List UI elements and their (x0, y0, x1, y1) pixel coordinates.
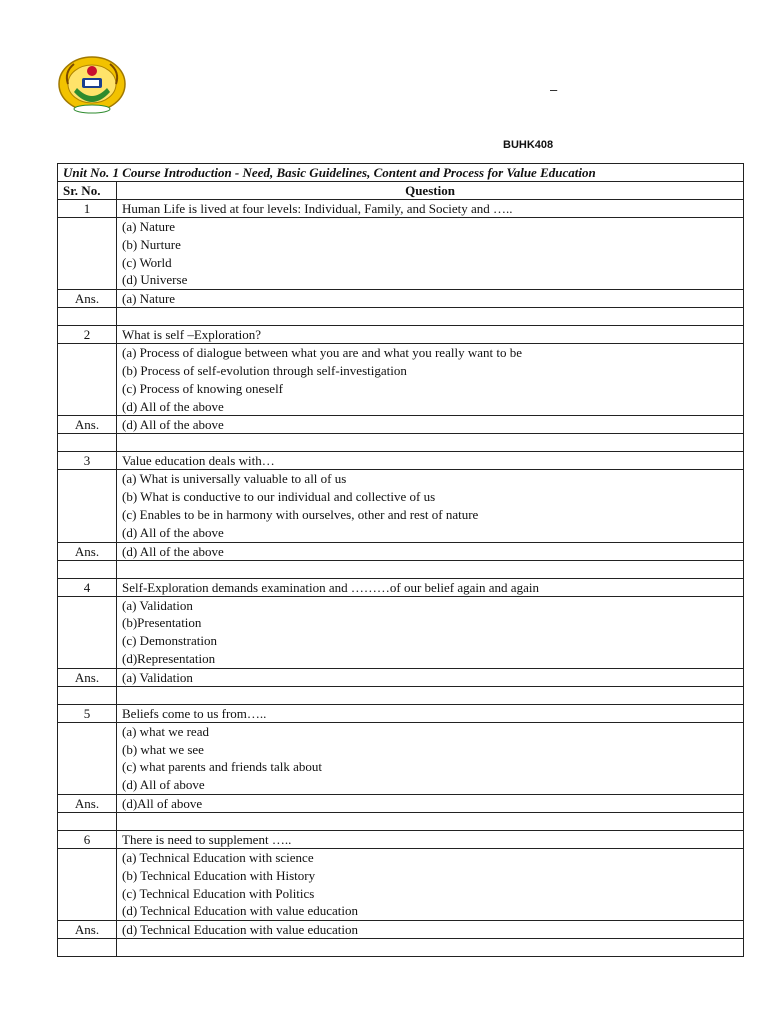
answer-text: (d) All of the above (117, 416, 744, 434)
option-d: (d) All of the above (122, 398, 224, 414)
blank-cell (117, 686, 744, 704)
option-d: (d) Technical Education with value education (122, 903, 359, 919)
option-c: (c) Technical Education with Politics (122, 885, 315, 901)
options-row (58, 344, 744, 416)
option-a: (a) Validation (122, 597, 193, 613)
option-b: (b)Presentation (122, 615, 202, 631)
question-text: What is self –Exploration? (117, 326, 744, 344)
institute-crest-logo (52, 54, 132, 116)
options-cell (117, 596, 744, 668)
answer-label: Ans. (58, 290, 117, 308)
blank-cell (58, 560, 117, 578)
option-c: (c) what parents and friends talk about (122, 759, 322, 775)
options-sr-cell (58, 722, 117, 794)
question-text: There is need to supplement ….. (117, 830, 744, 848)
blank-cell (117, 812, 744, 830)
options-sr-cell (58, 470, 117, 542)
question-row (58, 452, 744, 470)
blank-row (58, 560, 744, 578)
answer-label: Ans. (58, 668, 117, 686)
option-c: (c) Process of knowing oneself (122, 380, 284, 396)
header-dash: – (550, 82, 558, 97)
options-row (58, 218, 744, 290)
option-a: (a) What is universally valuable to all of us (122, 471, 347, 487)
blank-cell (117, 939, 744, 957)
question-number: 3 (58, 452, 117, 470)
answer-label: Ans. (58, 542, 117, 560)
option-d: (d)Representation (122, 650, 216, 666)
blank-row (58, 308, 744, 326)
question-row (58, 578, 744, 596)
blank-row (58, 939, 744, 957)
col-header-sr-no: Sr. No. (58, 182, 117, 200)
blank-row (58, 686, 744, 704)
option-a: (a) what we read (122, 723, 209, 739)
course-code: BUHK408 (503, 139, 554, 151)
options-sr-cell (58, 218, 117, 290)
blank-cell (58, 939, 117, 957)
option-c: (c) Enables to be in harmony with ourselves, other and rest of nature (122, 506, 479, 522)
question-table (57, 163, 744, 957)
answer-text: (d)All of above (117, 794, 744, 812)
blank-row (58, 812, 744, 830)
options-cell (117, 344, 744, 416)
options-row (58, 848, 744, 920)
question-row (58, 326, 744, 344)
blank-row (58, 434, 744, 452)
question-number: 5 (58, 704, 117, 722)
answer-row (58, 542, 744, 560)
option-a: (a) Technical Education with science (122, 849, 314, 865)
options-cell (117, 722, 744, 794)
blank-cell (117, 560, 744, 578)
col-header-question: Question (117, 182, 744, 200)
answer-text: (a) Validation (117, 668, 744, 686)
options-cell (117, 848, 744, 920)
blank-cell (58, 434, 117, 452)
option-d: (d) All of the above (122, 524, 224, 540)
option-d: (d) Universe (122, 272, 188, 288)
question-number: 2 (58, 326, 117, 344)
answer-row (58, 668, 744, 686)
options-sr-cell (58, 344, 117, 416)
option-a: (a) Nature (122, 219, 176, 234)
question-text: Beliefs come to us from….. (117, 704, 744, 722)
option-b: (b) what we see (122, 741, 204, 757)
option-b: (b) What is conductive to our individual and collective of us (122, 489, 436, 505)
option-c: (c) World (122, 254, 172, 270)
option-b: (b) Process of self-evolution through self-investigation (122, 362, 407, 378)
options-sr-cell (58, 848, 117, 920)
header-row (58, 182, 744, 200)
options-sr-cell (58, 596, 117, 668)
answer-text: (d) All of the above (117, 542, 744, 560)
answer-label: Ans. (58, 921, 117, 939)
answer-label: Ans. (58, 794, 117, 812)
answer-row (58, 794, 744, 812)
option-b: (b) Nurture (122, 236, 181, 252)
blank-cell (58, 308, 117, 326)
question-row (58, 704, 744, 722)
option-c: (c) Demonstration (122, 633, 217, 649)
question-number: 6 (58, 830, 117, 848)
blank-cell (117, 308, 744, 326)
question-text: Human Life is lived at four levels: Individual, Family, and Society and ….. (117, 200, 744, 218)
blank-cell (58, 686, 117, 704)
options-cell (117, 470, 744, 542)
answer-text: (a) Nature (117, 290, 744, 308)
answer-text: (d) Technical Education with value education (117, 921, 744, 939)
options-cell (117, 218, 744, 290)
options-row (58, 470, 744, 542)
answer-row (58, 290, 744, 308)
unit-title-row (58, 164, 744, 182)
answer-label: Ans. (58, 416, 117, 434)
question-text: Self-Exploration demands examination and ………of our belief again and again (117, 578, 744, 596)
question-text: Value education deals with… (117, 452, 744, 470)
answer-row (58, 921, 744, 939)
option-b: (b) Technical Education with History (122, 867, 316, 883)
options-row (58, 596, 744, 668)
answer-row (58, 416, 744, 434)
question-number: 1 (58, 200, 117, 218)
unit-title: Unit No. 1 Course Introduction - Need, Basic Guidelines, Content and Process for Value Education (58, 164, 744, 182)
option-d: (d) All of above (122, 777, 205, 793)
question-row (58, 200, 744, 218)
options-row (58, 722, 744, 794)
blank-cell (117, 434, 744, 452)
question-number: 4 (58, 578, 117, 596)
question-row (58, 830, 744, 848)
option-a: (a) Process of dialogue between what you are and what you really want to be (122, 345, 522, 361)
blank-cell (58, 812, 117, 830)
